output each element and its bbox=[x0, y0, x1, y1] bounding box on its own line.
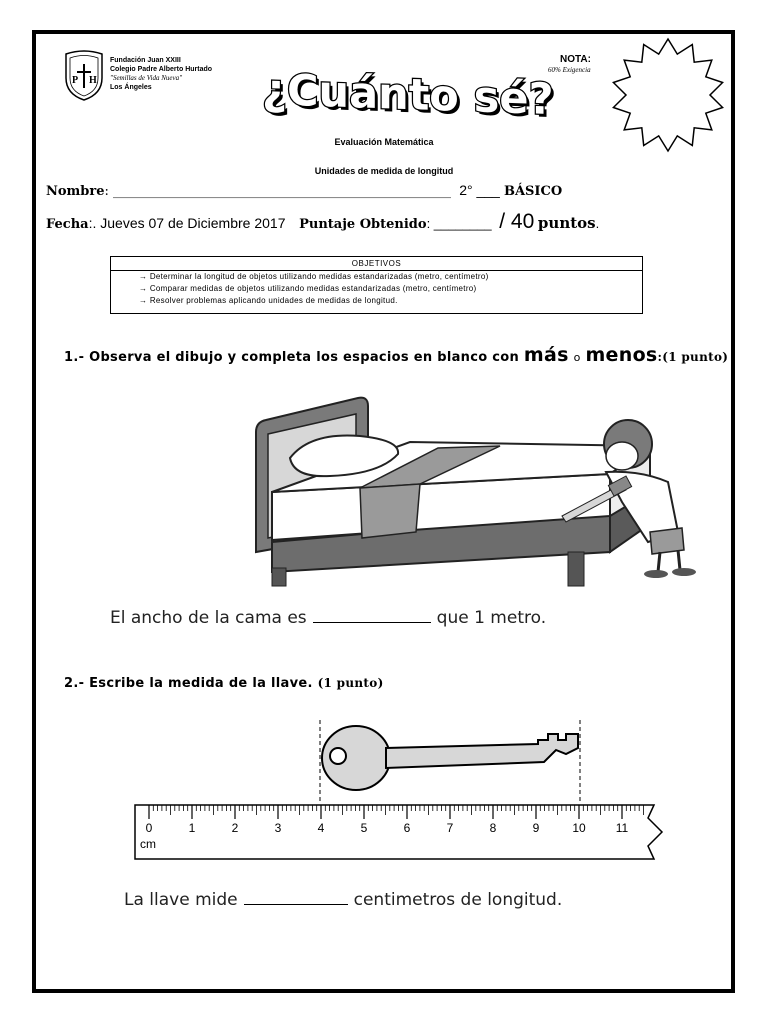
fecha-value: :. Jueves 07 de Diciembre 2017 bbox=[88, 215, 286, 231]
period: . bbox=[595, 216, 600, 231]
question-2-caption-end: centimetros de longitud. bbox=[353, 890, 563, 910]
question-2 bbox=[64, 676, 384, 691]
svg-text:H: H bbox=[89, 75, 97, 86]
bed-illustration bbox=[250, 392, 710, 588]
question-2-caption-start: La llave mide bbox=[124, 890, 238, 910]
question-1-text: 1.- Observa el dibujo y completa los espacios en blanco con bbox=[64, 350, 520, 365]
ruler-unit-label: cm bbox=[140, 837, 156, 851]
objectives-box bbox=[110, 256, 643, 314]
unit-title: Unidades de medida de longitud bbox=[314, 166, 454, 176]
question-2-answer-blank[interactable] bbox=[244, 890, 348, 905]
school-crest-logo bbox=[62, 50, 106, 102]
school-line: Fundación Juan XXIII bbox=[110, 57, 181, 64]
fecha-row bbox=[46, 210, 599, 234]
grade-label: BÁSICO bbox=[503, 184, 563, 199]
key-illustration bbox=[316, 718, 592, 804]
question-1-caption-end: que 1 metro. bbox=[436, 608, 547, 628]
word-menos: menos bbox=[585, 344, 658, 366]
word-o: o bbox=[573, 351, 581, 364]
ruler-number: 3 bbox=[274, 821, 282, 835]
nombre-label: Nombre bbox=[46, 184, 105, 199]
question-1 bbox=[64, 344, 728, 366]
school-line: Colegio Padre Alberto Hurtado bbox=[110, 66, 213, 73]
svg-text:P: P bbox=[72, 75, 79, 86]
question-2-text: 2.- Escribe la medida de la llave. bbox=[64, 676, 313, 691]
exigencia-label: 60% Exigencia bbox=[548, 66, 591, 74]
ruler-number: 4 bbox=[317, 821, 325, 835]
objective-item: → Determinar la longitud de objetos utilizando medidas estandarizadas (metro, centímetro) bbox=[139, 272, 489, 281]
question-1-sentence bbox=[110, 608, 546, 628]
word-mas: más bbox=[523, 344, 569, 366]
ruler-number: 11 bbox=[615, 821, 629, 835]
nota-label: NOTA: bbox=[560, 54, 591, 65]
objective-item: → Comparar medidas de objetos utilizando medidas estandarizadas (metro, centímetro) bbox=[139, 284, 477, 293]
question-1-points: :(1 punto) bbox=[657, 350, 729, 364]
ruler-number: 2 bbox=[231, 821, 239, 835]
ruler-number: 1 bbox=[188, 821, 196, 835]
question-1-caption-start: El ancho de la cama es bbox=[110, 608, 307, 628]
puntaje-field[interactable]: : ________ bbox=[426, 216, 492, 231]
school-line: Los Ángeles bbox=[110, 84, 152, 91]
objectives-heading: OBJETIVOS bbox=[111, 257, 642, 271]
ruler-illustration bbox=[134, 804, 664, 860]
ruler-number: 9 bbox=[532, 821, 540, 835]
puntos-label: puntos bbox=[537, 214, 596, 232]
nombre-row bbox=[46, 182, 562, 199]
ruler-number: 5 bbox=[360, 821, 368, 835]
grade-field[interactable]: 2° ___ bbox=[459, 182, 500, 198]
puntaje-total: / 40 bbox=[499, 210, 535, 233]
ruler-number: 6 bbox=[403, 821, 411, 835]
question-1-answer-blank[interactable] bbox=[313, 608, 431, 623]
question-2-points: (1 punto) bbox=[317, 676, 384, 690]
nombre-field[interactable]: : ____________________________________________________ bbox=[104, 184, 452, 199]
ruler-number: 8 bbox=[489, 821, 497, 835]
school-motto: "Semillas de Vida Nueva" bbox=[110, 74, 183, 82]
puntaje-label: Puntaje Obtenido bbox=[299, 217, 427, 232]
question-2-sentence bbox=[124, 890, 562, 910]
ruler-number: 0 bbox=[145, 821, 153, 835]
subject-title: Evaluación Matemática bbox=[334, 137, 434, 147]
ruler-number: 7 bbox=[446, 821, 454, 835]
fecha-label: Fecha bbox=[46, 217, 89, 232]
page-title: ¿Cuánto sé? bbox=[262, 64, 554, 126]
school-info bbox=[110, 56, 212, 92]
ruler-number: 10 bbox=[572, 821, 586, 835]
objective-item: → Resolver problemas aplicando unidades de medidas de longitud. bbox=[139, 296, 398, 305]
